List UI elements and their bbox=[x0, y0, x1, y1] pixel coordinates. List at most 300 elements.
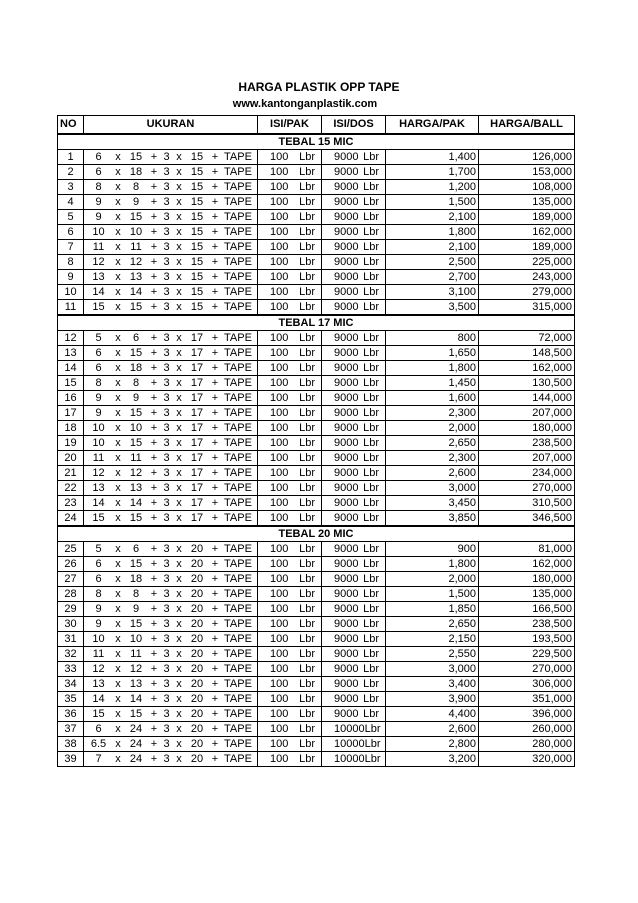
isi-pak-unit: Lbr bbox=[299, 738, 315, 750]
isi-dos-value bbox=[324, 165, 383, 179]
size-plus-sign: + bbox=[150, 723, 158, 735]
isi-pak-qty: 100 bbox=[270, 347, 289, 359]
isi-dos-value bbox=[324, 722, 383, 736]
isi-dos-unit: Lbr bbox=[363, 271, 379, 283]
isi-dos-cell bbox=[322, 165, 386, 180]
isi-pak-qty: 100 bbox=[270, 512, 289, 524]
size-spec bbox=[86, 300, 255, 314]
isi-pak-value bbox=[260, 225, 319, 239]
harga-ball-value: 189,000 bbox=[479, 240, 575, 255]
size-cell bbox=[84, 707, 258, 722]
size-cell bbox=[84, 542, 258, 557]
size-spec bbox=[86, 722, 255, 736]
isi-dos-unit: Lbr bbox=[363, 588, 379, 600]
isi-dos-qty: 9000 bbox=[334, 241, 359, 253]
size-plus-sign: + bbox=[150, 573, 158, 585]
size-spec bbox=[86, 466, 255, 480]
size-length: 24 bbox=[129, 723, 143, 735]
isi-dos-qty: 10000 bbox=[334, 738, 365, 750]
isi-dos-unit: Lbr bbox=[363, 663, 379, 675]
table-row bbox=[58, 210, 575, 225]
isi-pak-value bbox=[260, 376, 319, 390]
size-tape-label: TAPE bbox=[224, 482, 252, 494]
size-plus-sign: + bbox=[150, 708, 158, 720]
isi-pak-unit: Lbr bbox=[299, 648, 315, 660]
size-thickness: 17 bbox=[190, 362, 204, 374]
size-plus-sign: + bbox=[211, 723, 219, 735]
size-width: 6.5 bbox=[90, 738, 107, 750]
size-tape-label: TAPE bbox=[224, 693, 252, 705]
isi-dos-qty: 9000 bbox=[334, 678, 359, 690]
isi-pak-value bbox=[260, 511, 319, 525]
size-x-sign: x bbox=[176, 618, 182, 630]
size-flap: 3 bbox=[163, 618, 170, 630]
isi-pak-unit: Lbr bbox=[299, 693, 315, 705]
size-x-sign: x bbox=[176, 377, 182, 389]
isi-pak-value bbox=[260, 421, 319, 435]
size-cell bbox=[84, 647, 258, 662]
isi-dos-value bbox=[324, 285, 383, 299]
isi-pak-unit: Lbr bbox=[299, 151, 315, 163]
size-thickness: 20 bbox=[190, 693, 204, 705]
table-row bbox=[58, 165, 575, 180]
harga-pak-value: 2,100 bbox=[386, 210, 479, 225]
size-width: 9 bbox=[95, 407, 102, 419]
row-number: 30 bbox=[58, 617, 84, 632]
isi-dos-qty: 9000 bbox=[334, 151, 359, 163]
isi-dos-cell bbox=[322, 496, 386, 511]
isi-dos-unit: Lbr bbox=[363, 151, 379, 163]
isi-dos-cell bbox=[322, 255, 386, 270]
isi-dos-unit: Lbr bbox=[363, 693, 379, 705]
isi-dos-value bbox=[324, 210, 383, 224]
harga-pak-value: 2,000 bbox=[386, 572, 479, 587]
size-tape-label: TAPE bbox=[224, 452, 252, 464]
size-cell bbox=[84, 195, 258, 210]
size-thickness: 20 bbox=[190, 558, 204, 570]
isi-pak-unit: Lbr bbox=[299, 181, 315, 193]
isi-pak-cell bbox=[258, 150, 322, 165]
size-plus-sign: + bbox=[150, 362, 158, 374]
price-table-body bbox=[58, 134, 575, 767]
size-width: 13 bbox=[92, 678, 105, 690]
size-x-sign: x bbox=[115, 588, 121, 600]
size-cell bbox=[84, 255, 258, 270]
isi-pak-unit: Lbr bbox=[299, 226, 315, 238]
harga-ball-value: 306,000 bbox=[479, 677, 575, 692]
size-spec bbox=[86, 391, 255, 405]
isi-pak-cell bbox=[258, 542, 322, 557]
size-thickness: 15 bbox=[190, 226, 204, 238]
size-flap: 3 bbox=[163, 753, 170, 765]
size-length: 14 bbox=[129, 693, 143, 705]
size-cell bbox=[84, 662, 258, 677]
harga-pak-value: 3,000 bbox=[386, 481, 479, 496]
size-plus-sign: + bbox=[211, 693, 219, 705]
size-spec bbox=[86, 285, 255, 299]
size-x-sign: x bbox=[176, 301, 182, 313]
size-length: 15 bbox=[129, 211, 143, 223]
size-spec bbox=[86, 406, 255, 420]
size-thickness: 15 bbox=[190, 196, 204, 208]
size-plus-sign: + bbox=[150, 226, 158, 238]
size-x-sign: x bbox=[115, 497, 121, 509]
size-width: 14 bbox=[92, 693, 105, 705]
row-number: 23 bbox=[58, 496, 84, 511]
size-thickness: 20 bbox=[190, 663, 204, 675]
isi-dos-cell bbox=[322, 662, 386, 677]
table-row bbox=[58, 587, 575, 602]
isi-pak-value bbox=[260, 602, 319, 616]
isi-pak-cell bbox=[258, 210, 322, 225]
table-row bbox=[58, 752, 575, 767]
size-x-sign: x bbox=[176, 482, 182, 494]
header-ukuran: UKURAN bbox=[84, 116, 258, 135]
isi-dos-cell bbox=[322, 692, 386, 707]
isi-dos-qty: 9000 bbox=[334, 648, 359, 660]
size-tape-label: TAPE bbox=[224, 196, 252, 208]
size-thickness: 20 bbox=[190, 738, 204, 750]
isi-pak-value bbox=[260, 180, 319, 194]
isi-dos-cell bbox=[322, 677, 386, 692]
size-thickness: 20 bbox=[190, 633, 204, 645]
size-x-sign: x bbox=[115, 166, 121, 178]
size-x-sign: x bbox=[115, 362, 121, 374]
isi-dos-unit: Lbr bbox=[364, 753, 381, 765]
table-row bbox=[58, 542, 575, 557]
size-thickness: 17 bbox=[190, 512, 204, 524]
row-number: 38 bbox=[58, 737, 84, 752]
size-tape-label: TAPE bbox=[224, 512, 252, 524]
isi-pak-qty: 100 bbox=[270, 558, 289, 570]
harga-ball-value: 229,500 bbox=[479, 647, 575, 662]
size-x-sign: x bbox=[115, 181, 121, 193]
size-cell bbox=[84, 361, 258, 376]
isi-dos-unit: Lbr bbox=[363, 226, 379, 238]
size-plus-sign: + bbox=[150, 648, 158, 660]
size-length: 6 bbox=[132, 543, 140, 555]
size-flap: 3 bbox=[163, 678, 170, 690]
isi-pak-unit: Lbr bbox=[299, 633, 315, 645]
isi-dos-value bbox=[324, 572, 383, 586]
isi-pak-qty: 100 bbox=[270, 693, 289, 705]
header-harga-pak: HARGA/PAK bbox=[386, 116, 479, 135]
size-thickness: 20 bbox=[190, 678, 204, 690]
page-title: HARGA PLASTIK OPP TAPE bbox=[238, 80, 400, 94]
row-number: 14 bbox=[58, 361, 84, 376]
harga-ball-value: 130,500 bbox=[479, 376, 575, 391]
size-x-sign: x bbox=[115, 738, 121, 750]
row-number: 10 bbox=[58, 285, 84, 300]
size-width: 6 bbox=[95, 166, 102, 178]
table-row bbox=[58, 632, 575, 647]
size-cell bbox=[84, 587, 258, 602]
isi-pak-unit: Lbr bbox=[299, 332, 315, 344]
harga-pak-value: 2,550 bbox=[386, 647, 479, 662]
size-plus-sign: + bbox=[211, 347, 219, 359]
harga-pak-value: 1,850 bbox=[386, 602, 479, 617]
size-flap: 3 bbox=[163, 558, 170, 570]
isi-pak-qty: 100 bbox=[270, 482, 289, 494]
size-spec bbox=[86, 210, 255, 224]
isi-dos-value bbox=[324, 255, 383, 269]
size-plus-sign: + bbox=[211, 663, 219, 675]
isi-pak-value bbox=[260, 572, 319, 586]
isi-pak-unit: Lbr bbox=[299, 543, 315, 555]
isi-dos-unit: Lbr bbox=[363, 678, 379, 690]
size-x-sign: x bbox=[176, 332, 182, 344]
size-width: 6 bbox=[95, 151, 102, 163]
size-length: 9 bbox=[132, 603, 140, 615]
size-length: 18 bbox=[129, 362, 143, 374]
size-spec bbox=[86, 421, 255, 435]
harga-ball-value: 166,500 bbox=[479, 602, 575, 617]
isi-pak-unit: Lbr bbox=[299, 512, 315, 524]
size-cell bbox=[84, 421, 258, 436]
size-plus-sign: + bbox=[211, 678, 219, 690]
isi-dos-cell bbox=[322, 587, 386, 602]
size-plus-sign: + bbox=[150, 452, 158, 464]
harga-ball-value: 279,000 bbox=[479, 285, 575, 300]
isi-dos-unit: Lbr bbox=[363, 543, 379, 555]
harga-pak-value: 1,450 bbox=[386, 376, 479, 391]
isi-dos-value bbox=[324, 270, 383, 284]
size-x-sign: x bbox=[176, 588, 182, 600]
isi-pak-cell bbox=[258, 391, 322, 406]
isi-pak-cell bbox=[258, 617, 322, 632]
size-spec bbox=[86, 481, 255, 495]
row-number: 8 bbox=[58, 255, 84, 270]
isi-pak-value bbox=[260, 466, 319, 480]
size-spec bbox=[86, 737, 255, 751]
isi-pak-cell bbox=[258, 346, 322, 361]
size-plus-sign: + bbox=[211, 467, 219, 479]
size-thickness: 17 bbox=[190, 377, 204, 389]
isi-pak-qty: 100 bbox=[270, 723, 289, 735]
isi-dos-value bbox=[324, 331, 383, 345]
isi-dos-value bbox=[324, 692, 383, 706]
isi-dos-cell bbox=[322, 722, 386, 737]
isi-pak-qty: 100 bbox=[270, 467, 289, 479]
harga-pak-value: 2,650 bbox=[386, 436, 479, 451]
size-thickness: 20 bbox=[190, 543, 204, 555]
isi-pak-qty: 100 bbox=[270, 663, 289, 675]
size-length: 9 bbox=[132, 196, 140, 208]
size-tape-label: TAPE bbox=[224, 738, 252, 750]
harga-pak-value: 2,600 bbox=[386, 466, 479, 481]
size-plus-sign: + bbox=[211, 633, 219, 645]
size-thickness: 20 bbox=[190, 648, 204, 660]
size-spec bbox=[86, 225, 255, 239]
size-x-sign: x bbox=[176, 708, 182, 720]
size-thickness: 20 bbox=[190, 753, 204, 765]
size-x-sign: x bbox=[176, 256, 182, 268]
size-cell bbox=[84, 677, 258, 692]
isi-dos-value bbox=[324, 240, 383, 254]
size-plus-sign: + bbox=[211, 482, 219, 494]
isi-pak-unit: Lbr bbox=[299, 407, 315, 419]
size-length: 11 bbox=[130, 648, 142, 660]
size-tape-label: TAPE bbox=[224, 422, 252, 434]
isi-pak-qty: 100 bbox=[270, 181, 289, 193]
size-width: 6 bbox=[95, 723, 102, 735]
size-x-sign: x bbox=[176, 753, 182, 765]
size-spec bbox=[86, 587, 255, 601]
size-length: 24 bbox=[129, 753, 143, 765]
isi-dos-qty: 9000 bbox=[334, 362, 359, 374]
harga-pak-value: 3,100 bbox=[386, 285, 479, 300]
size-cell bbox=[84, 331, 258, 346]
isi-dos-value bbox=[324, 150, 383, 164]
row-number: 27 bbox=[58, 572, 84, 587]
size-width: 15 bbox=[92, 512, 105, 524]
size-thickness: 17 bbox=[190, 482, 204, 494]
isi-pak-cell bbox=[258, 255, 322, 270]
isi-dos-unit: Lbr bbox=[363, 377, 379, 389]
size-plus-sign: + bbox=[150, 753, 158, 765]
isi-pak-qty: 100 bbox=[270, 618, 289, 630]
isi-pak-qty: 100 bbox=[270, 573, 289, 585]
isi-dos-qty: 9000 bbox=[334, 482, 359, 494]
isi-pak-cell bbox=[258, 707, 322, 722]
isi-pak-cell bbox=[258, 647, 322, 662]
isi-pak-value bbox=[260, 542, 319, 556]
size-cell bbox=[84, 240, 258, 255]
size-width: 6 bbox=[95, 558, 102, 570]
isi-dos-value bbox=[324, 496, 383, 510]
harga-ball-value: 207,000 bbox=[479, 451, 575, 466]
isi-pak-unit: Lbr bbox=[299, 482, 315, 494]
size-cell bbox=[84, 722, 258, 737]
isi-pak-cell bbox=[258, 406, 322, 421]
isi-pak-value bbox=[260, 692, 319, 706]
isi-dos-unit: Lbr bbox=[363, 573, 379, 585]
isi-dos-cell bbox=[322, 361, 386, 376]
size-spec bbox=[86, 451, 255, 465]
size-x-sign: x bbox=[176, 558, 182, 570]
size-plus-sign: + bbox=[150, 512, 158, 524]
size-plus-sign: + bbox=[211, 211, 219, 223]
isi-dos-value bbox=[324, 300, 383, 314]
isi-dos-unit: Lbr bbox=[363, 708, 379, 720]
isi-dos-cell bbox=[322, 150, 386, 165]
isi-dos-cell bbox=[322, 180, 386, 195]
isi-pak-value bbox=[260, 240, 319, 254]
isi-dos-value bbox=[324, 451, 383, 465]
size-x-sign: x bbox=[176, 362, 182, 374]
isi-pak-qty: 100 bbox=[270, 603, 289, 615]
isi-dos-unit: Lbr bbox=[363, 196, 379, 208]
size-length: 8 bbox=[132, 588, 140, 600]
isi-pak-unit: Lbr bbox=[299, 196, 315, 208]
isi-dos-unit: Lbr bbox=[364, 738, 381, 750]
isi-pak-value bbox=[260, 752, 319, 766]
isi-dos-qty: 9000 bbox=[334, 347, 359, 359]
row-number: 24 bbox=[58, 511, 84, 527]
isi-pak-unit: Lbr bbox=[299, 452, 315, 464]
size-width: 10 bbox=[92, 633, 105, 645]
size-length: 13 bbox=[129, 482, 143, 494]
size-thickness: 17 bbox=[190, 422, 204, 434]
isi-pak-cell bbox=[258, 557, 322, 572]
size-plus-sign: + bbox=[211, 422, 219, 434]
isi-pak-cell bbox=[258, 436, 322, 451]
isi-dos-qty: 9000 bbox=[334, 573, 359, 585]
size-x-sign: x bbox=[176, 633, 182, 645]
isi-pak-value bbox=[260, 677, 319, 691]
size-plus-sign: + bbox=[211, 648, 219, 660]
size-x-sign: x bbox=[176, 467, 182, 479]
row-number: 19 bbox=[58, 436, 84, 451]
isi-pak-value bbox=[260, 737, 319, 751]
size-x-sign: x bbox=[176, 347, 182, 359]
isi-dos-cell bbox=[322, 406, 386, 421]
harga-ball-value: 135,000 bbox=[479, 195, 575, 210]
row-number: 20 bbox=[58, 451, 84, 466]
size-x-sign: x bbox=[176, 693, 182, 705]
table-row bbox=[58, 511, 575, 527]
isi-dos-cell bbox=[322, 647, 386, 662]
size-x-sign: x bbox=[176, 678, 182, 690]
size-spec bbox=[86, 511, 255, 525]
harga-ball-value: 108,000 bbox=[479, 180, 575, 195]
row-number: 6 bbox=[58, 225, 84, 240]
size-plus-sign: + bbox=[150, 618, 158, 630]
size-length: 14 bbox=[129, 286, 143, 298]
size-x-sign: x bbox=[115, 573, 121, 585]
harga-ball-value: 180,000 bbox=[479, 572, 575, 587]
isi-dos-qty: 9000 bbox=[334, 543, 359, 555]
size-plus-sign: + bbox=[211, 226, 219, 238]
isi-pak-unit: Lbr bbox=[299, 347, 315, 359]
row-number: 28 bbox=[58, 587, 84, 602]
harga-ball-value: 162,000 bbox=[479, 557, 575, 572]
size-spec bbox=[86, 496, 255, 510]
isi-dos-cell bbox=[322, 195, 386, 210]
harga-ball-value: 238,500 bbox=[479, 617, 575, 632]
size-plus-sign: + bbox=[150, 603, 158, 615]
harga-ball-value: 346,500 bbox=[479, 511, 575, 527]
size-x-sign: x bbox=[115, 347, 121, 359]
isi-pak-qty: 100 bbox=[270, 708, 289, 720]
isi-pak-unit: Lbr bbox=[299, 588, 315, 600]
size-plus-sign: + bbox=[150, 256, 158, 268]
size-thickness: 17 bbox=[190, 497, 204, 509]
size-plus-sign: + bbox=[150, 271, 158, 283]
table-row bbox=[58, 677, 575, 692]
isi-pak-qty: 100 bbox=[270, 678, 289, 690]
harga-ball-value: 193,500 bbox=[479, 632, 575, 647]
size-flap: 3 bbox=[163, 543, 170, 555]
isi-dos-cell bbox=[322, 707, 386, 722]
isi-dos-value bbox=[324, 391, 383, 405]
size-plus-sign: + bbox=[211, 301, 219, 313]
size-cell bbox=[84, 692, 258, 707]
size-cell bbox=[84, 210, 258, 225]
size-spec bbox=[86, 617, 255, 631]
isi-pak-qty: 100 bbox=[270, 588, 289, 600]
size-width: 11 bbox=[92, 648, 105, 660]
isi-dos-qty: 9000 bbox=[334, 467, 359, 479]
size-tape-label: TAPE bbox=[224, 166, 252, 178]
isi-pak-unit: Lbr bbox=[299, 618, 315, 630]
size-x-sign: x bbox=[115, 512, 121, 524]
size-flap: 3 bbox=[163, 377, 170, 389]
size-length: 13 bbox=[129, 678, 143, 690]
row-number: 26 bbox=[58, 557, 84, 572]
size-spec bbox=[86, 572, 255, 586]
size-thickness: 17 bbox=[190, 407, 204, 419]
